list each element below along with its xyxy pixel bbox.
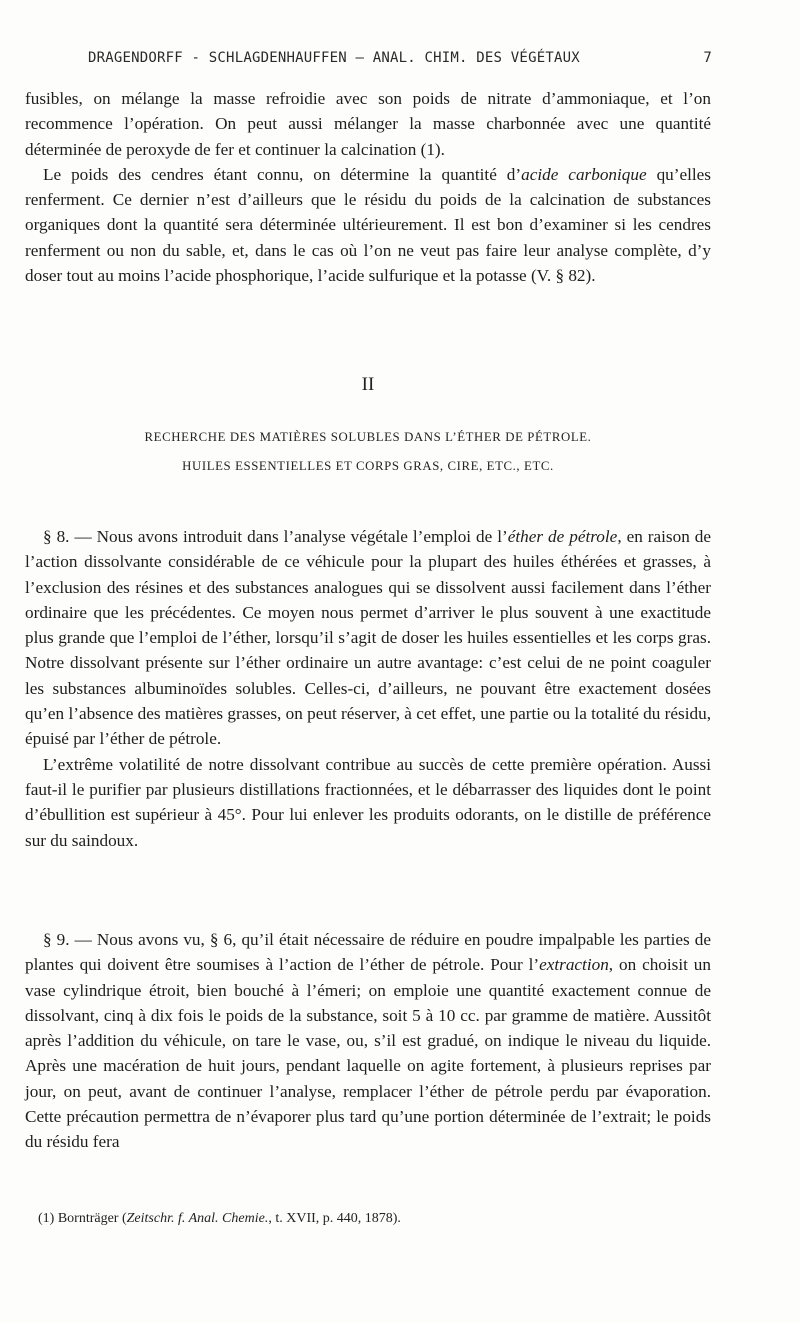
text-run: , on choisit un vase cylindrique étroit, bien bouché à l’émeri; on emploie une quantité exactement connue de dissolvant, cinq à dix fois le poids de la substance, soit 5 à 10 cc. par gramme de matière. Aussitôt après l’addition du véhicule, on tare le vase, ou, s’il est gradué, on indique le niveau du liquide. Après une macération de huit jours, pendant laquelle on agite fortement, à plusieurs reprises par jour, on peut, avant de continuer l’analyse, remplacer l’éther de pétrole perdu par évaporation. Cette précaution permettra de n’évaporer plus tard qu’une portion déterminée de l’extrait; le poids du résidu fera xyxy=(25,955,711,1152)
italic-term: acide carbonique xyxy=(521,164,647,184)
paragraph-volatility: L’extrême volatilité de notre dissolvant contribue au succès de cette première opération. Aussi faut-il le purifier par plusieurs distillations fractionnées, et le débarrasser des liquides dont le point d’ébullition est supérieur à 45°. Pour lui enlever les produits odorants, on le distille de préférence sur du saindoux. xyxy=(25,754,711,850)
text-run: qu’elles renferment. Ce dernier n’est d’ailleurs que le résidu du poids de la calcination de substances organiques dont la quantité sera déterminée ultérieurement. Il est bon d’examiner si les cendres renferment ou non du sable, et, dans le cas où l’on ne veut pas faire leur analyse complète, d’y doser tout au moins l’acide phosphorique, l’acide sulfurique et la potasse (V. § 82). xyxy=(25,164,711,286)
footnote xyxy=(38,1211,698,1227)
text-run: Le poids des cendres étant connu, on détermine la quantité d’ xyxy=(43,164,522,184)
section-numeral: II xyxy=(361,374,375,395)
paragraph-calcination: fusibles, on mélange la masse refroidie avec son poids de nitrate d’ammoniaque, et l’on recommence l’opération. On peut aussi mélanger la masse charbonnée avec une quantité déterminée de peroxyde de fer et continuer la calcination (1). xyxy=(25,89,711,159)
text-run: , en raison de l’action dissolvante considérable de ce véhicule pour la plupart des huiles éthérées et grasses, à l’exclusion des résines et des substances analogues qui se dissolvent aussi facilement dans l’éther ordinaire que les précédentes. Ce moyen nous permet d’arriver le plus souvent à une exactitude plus grande que l’emploi de l’éther, lorsqu’il s’agit de doser les huiles essentielles et les corps gras. Notre dissolvant présente sur l’éther ordinaire un autre avantage: c’est celui de ne point coaguler les substances albuminoïdes solubles. Celles-ci, d’ailleurs, ne pouvant être exactement dosées qu’en l’absence des matières grasses, on peut réserver, à cet effet, une partie ou la totalité du résidu, épuisé par l’éther de pétrole. xyxy=(25,527,711,749)
text-run: § 8. — Nous avons introduit dans l’analyse végétale l’emploi de l’ xyxy=(43,527,508,546)
paragraph-section-9 xyxy=(25,927,711,1155)
section-heading-line-2: HUILES ESSENTIELLES ET CORPS GRAS, CIRE, ETC., ETC. xyxy=(182,459,554,473)
text-block-section-9 xyxy=(25,927,711,1155)
page-number: 7 xyxy=(703,50,712,66)
running-head-title: DRAGENDORFF - SCHLAGDENHAUFFEN — ANAL. CHIM. DES VÉGÉTAUX xyxy=(88,50,580,66)
paragraph-section-8 xyxy=(25,524,711,752)
text-block-section-8 xyxy=(25,524,711,853)
footnote-text: , t. XVII, p. 440, 1878). xyxy=(268,1211,401,1226)
text-block-ash-analysis xyxy=(25,86,711,288)
section-heading-line-1: RECHERCHE DES MATIÈRES SOLUBLES DANS L’ÉTHER DE PÉTROLE. xyxy=(144,430,592,444)
footnote-text: (1) Bornträger ( xyxy=(38,1211,127,1226)
italic-term: extraction xyxy=(539,955,609,975)
footnote-journal: Zeitschr. f. Anal. Chemie. xyxy=(126,1211,269,1226)
text-run: § 9. — Nous avons vu, § 6, qu’il était nécessaire de réduire en poudre impalpable les parties de plantes qui doivent être soumises à l’action de l’éther de pétrole. Pour l’ xyxy=(25,930,711,975)
italic-term: éther de pétrole xyxy=(507,527,618,546)
paragraph-carbonic-acid xyxy=(25,162,711,288)
